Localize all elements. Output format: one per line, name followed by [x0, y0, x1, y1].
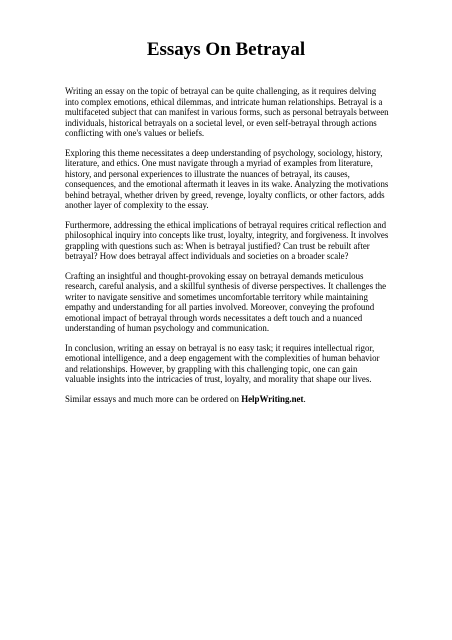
document-body: [65, 86, 389, 413]
paragraph-4: Crafting an insightful and thought-provoking essay on betrayal demands meticulous research, careful analysis, and a skillful synthesis of diverse perspectives. It challenges the writer to navigate sensitive and sometimes uncomfortable territory while maintaining empathy and understanding for all parties involved. Moreover, conveying the profound emotional impact of betrayal through words necessitates a deft touch and a nuanced understanding of human psychology and communication.: [65, 270, 387, 333]
paragraph-3: Furthermore, addressing the ethical implications of betrayal requires critical reflection and philosophical inquiry into concepts like trust, loyalty, integrity, and forgiveness. It involves grappling with questions such as: When is betrayal justified? Can trust be rebuilt after betrayal? How does betrayal affect individuals and societies on a broader scale?: [65, 219, 389, 261]
closing-paragraph: [65, 394, 389, 405]
document-title: Essays On Betrayal: [146, 39, 306, 60]
paragraph-2: Exploring this theme necessitates a deep understanding of psychology, sociology, history, literature, and ethics. One must navigate through a myriad of examples from literature, history, and personal experiences to illustrate the nuances of betrayal, its causes, consequences, and the emotional aftermath it leaves in its wake. Analyzing the motivations behind betrayal, whether driven by greed, revenge, loyalty conflicts, or other factors, adds another layer of complexity to the essay.: [65, 147, 389, 210]
helpwriting-link[interactable]: HelpWriting.net: [241, 393, 304, 404]
paragraph-5: In conclusion, writing an essay on betrayal is no easy task; it requires intellectual rigor, emotional intelligence, and a deep engagement with the complexities of human behavior and relationships. However, by grappling with this challenging topic, one can gain valuable insights into the intricacies of trust, loyalty, and morality that shape our lives.: [65, 342, 380, 384]
paragraph-1: Writing an essay on the topic of betrayal can be quite challenging, as it requires delving into complex emotions, ethical dilemmas, and intricate human relationships. Betrayal is a multifaceted subject that can manifest in various forms, such as personal betrayals between individuals, historical betrayals on a societal level, or even self-betrayal through actions conflicting with one's values or beliefs.: [65, 86, 389, 138]
closing-prefix: Similar essays and much more can be ordered on: [65, 393, 242, 404]
closing-suffix: .: [303, 393, 306, 404]
